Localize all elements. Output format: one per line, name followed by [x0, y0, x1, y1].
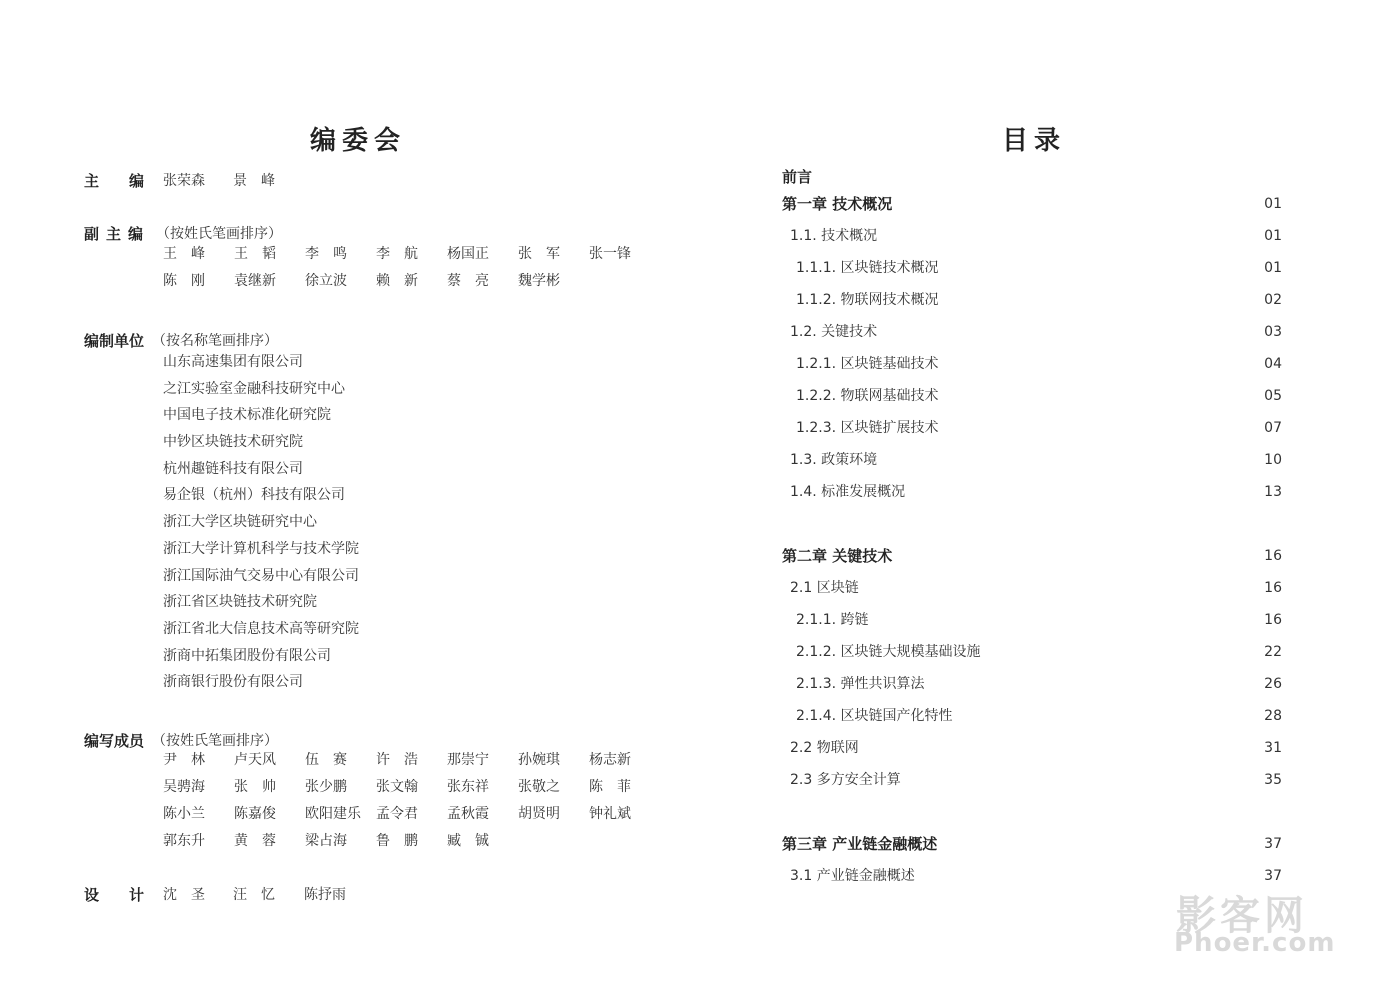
writer-name: 臧 铖 — [447, 833, 489, 849]
deputy-editor-names — [163, 241, 660, 295]
toc-entry-page: 22 — [1264, 644, 1282, 660]
toc-title: 目录 — [1002, 126, 1067, 156]
toc-entry-page: 07 — [1264, 420, 1282, 436]
unit-item: 浙商中拓集团股份有限公司 — [163, 647, 331, 664]
toc-entry-page: 26 — [1264, 676, 1282, 692]
deputy-editor-name: 赖 新 — [376, 273, 418, 289]
writer-name: 吴骋海 — [163, 779, 205, 795]
toc-entry-page: 28 — [1264, 708, 1282, 724]
toc-entry[interactable] — [782, 418, 1282, 438]
writers-label: 编写成员 — [84, 732, 145, 750]
toc-entry-title: 2.1.3. 弹性共识算法 — [796, 676, 925, 692]
deputy-editor-name: 李 鸣 — [305, 246, 347, 262]
deputy-editor-name: 蔡 亮 — [447, 273, 489, 289]
toc-entry-title: 1.3. 政策环境 — [790, 452, 878, 468]
toc-entry-page: 01 — [1264, 260, 1282, 276]
toc-entry[interactable] — [782, 674, 1282, 694]
design-name-3: 陈抒雨 — [304, 887, 346, 903]
toc-entry-title: 1.2.2. 物联网基础技术 — [796, 388, 939, 404]
writer-name: 张敬之 — [518, 779, 560, 795]
toc-entry-page: 37 — [1264, 836, 1282, 852]
toc-entry[interactable] — [782, 578, 1282, 598]
toc-entry[interactable] — [782, 482, 1282, 502]
toc-entry-title: 1.1.1. 区块链技术概况 — [796, 260, 939, 276]
toc-entry[interactable] — [782, 450, 1282, 470]
deputy-editor-label: 副主编 — [84, 225, 151, 243]
toc-entry-page: 35 — [1264, 772, 1282, 788]
toc-entry-title: 1.2. 关键技术 — [790, 324, 878, 340]
writer-name: 郭东升 — [163, 833, 205, 849]
writer-name: 胡贤明 — [518, 806, 560, 822]
unit-item: 浙商银行股份有限公司 — [163, 674, 303, 691]
deputy-editor-name: 王 峰 — [163, 246, 205, 262]
toc-entry-title: 第二章 关键技术 — [782, 547, 893, 565]
writer-name: 卢天风 — [234, 752, 276, 768]
toc-entry-title: 2.2 物联网 — [790, 740, 859, 756]
toc-entry-page: 01 — [1264, 196, 1282, 212]
unit-item: 中国电子技术标准化研究院 — [163, 407, 331, 424]
toc-entry[interactable] — [782, 738, 1282, 758]
writer-name: 孟秋霞 — [447, 806, 489, 822]
chief-editor-name-1: 张荣森 — [163, 173, 205, 189]
editorial-board-page — [0, 0, 690, 1005]
toc-entry-page: 05 — [1264, 388, 1282, 404]
deputy-editor-name: 杨国正 — [447, 246, 489, 262]
toc-entry-page: 16 — [1264, 548, 1282, 564]
design-label: 设 计 — [84, 886, 145, 904]
writers-names — [163, 747, 660, 855]
toc-entry-title: 1.2.3. 区块链扩展技术 — [796, 420, 939, 436]
design-name-2: 汪 忆 — [233, 887, 275, 903]
toc-entry-title: 2.3 多方安全计算 — [790, 772, 901, 788]
writer-name: 陈 菲 — [589, 779, 631, 795]
toc-entry-page: 31 — [1264, 740, 1282, 756]
watermark-text: 影客网 — [1176, 893, 1308, 939]
toc-entry-title: 2.1.1. 跨链 — [796, 612, 869, 628]
toc-chapter[interactable] — [782, 834, 1282, 854]
writer-name: 孟令君 — [376, 806, 418, 822]
toc-chapter[interactable] — [782, 546, 1282, 566]
toc-entry-page: 16 — [1264, 612, 1282, 628]
toc-entry-title: 前言 — [782, 168, 813, 186]
units-list — [163, 349, 359, 696]
writer-name: 梁占海 — [305, 833, 347, 849]
unit-item: 浙江省北大信息技术高等研究院 — [163, 620, 359, 637]
writer-name: 黄 蓉 — [234, 833, 276, 849]
unit-item: 山东高速集团有限公司 — [163, 354, 303, 370]
page-title: 编委会 — [310, 126, 407, 156]
toc-entry-title: 1.4. 标准发展概况 — [790, 484, 906, 500]
writer-name: 鲁 鹏 — [376, 833, 418, 849]
units-note: （按名称笔画排序） — [152, 333, 278, 349]
toc-entry-page: 37 — [1264, 868, 1282, 884]
table-of-contents-page — [690, 0, 1383, 1005]
unit-item: 易企银（杭州）科技有限公司 — [163, 487, 345, 504]
toc-entry-title: 第一章 技术概况 — [782, 195, 893, 213]
toc-entry[interactable] — [782, 386, 1282, 406]
deputy-editor-note: （按姓氏笔画排序） — [156, 226, 282, 242]
units-label: 编制单位 — [84, 332, 145, 350]
deputy-editor-name: 魏学彬 — [518, 273, 560, 289]
toc-entry-page: 02 — [1264, 292, 1282, 308]
toc-entry-title: 第三章 产业链金融概述 — [782, 835, 938, 853]
writer-name: 尹 林 — [163, 752, 205, 768]
writer-name: 张少鹏 — [305, 779, 347, 795]
deputy-editor-name: 王 韬 — [234, 246, 276, 262]
toc-entry-title: 1.1. 技术概况 — [790, 228, 878, 244]
writer-name: 伍 赛 — [305, 752, 347, 768]
unit-item: 浙江大学区块链研究中心 — [163, 514, 317, 531]
unit-item: 之江实验室金融科技研究中心 — [163, 380, 345, 397]
toc-entry-page: 13 — [1264, 484, 1282, 500]
writer-name: 张文翰 — [376, 779, 418, 795]
unit-item: 浙江省区块链技术研究院 — [163, 594, 317, 611]
toc-entry-page: 16 — [1264, 580, 1282, 596]
toc-entry-title: 3.1 产业链金融概述 — [790, 868, 915, 884]
toc-entry-title: 1.1.2. 物联网技术概况 — [796, 292, 939, 308]
toc-entry-page: 01 — [1264, 228, 1282, 244]
deputy-editor-name: 陈 刚 — [163, 273, 205, 289]
writer-name: 张 帅 — [234, 779, 276, 795]
unit-item: 杭州趣链科技有限公司 — [163, 460, 303, 477]
toc-chapter[interactable] — [782, 167, 1282, 187]
toc-entry[interactable] — [782, 290, 1282, 310]
toc-entry-title: 2.1.2. 区块链大规模基础设施 — [796, 644, 981, 660]
unit-item: 浙江大学计算机科学与技术学院 — [163, 540, 359, 557]
writer-name: 欧阳建乐 — [305, 806, 361, 822]
deputy-editor-name: 李 航 — [376, 246, 418, 262]
deputy-editor-name: 袁继新 — [234, 273, 276, 289]
toc-entry[interactable] — [782, 354, 1282, 374]
writer-name: 许 浩 — [376, 752, 418, 768]
writer-name: 那崇宁 — [447, 752, 489, 768]
toc-entry[interactable] — [782, 258, 1282, 278]
toc-entry[interactable] — [782, 610, 1282, 630]
toc-entry-page: 10 — [1264, 452, 1282, 468]
toc-chapter[interactable] — [782, 194, 1282, 214]
chief-editor-label: 主 编 — [84, 172, 145, 190]
deputy-editor-name: 徐立波 — [305, 273, 347, 289]
writers-note: （按姓氏笔画排序） — [152, 733, 278, 749]
toc-entry[interactable] — [782, 642, 1282, 662]
toc-entry-page: 03 — [1264, 324, 1282, 340]
unit-item: 中钞区块链技术研究院 — [163, 434, 303, 451]
toc-entry[interactable] — [782, 322, 1282, 342]
toc-entry[interactable] — [782, 770, 1282, 790]
watermark-logo — [1172, 884, 1342, 964]
writer-name: 陈小兰 — [163, 806, 205, 822]
writer-name: 杨志新 — [589, 752, 631, 768]
writer-name: 张东祥 — [447, 779, 489, 795]
toc-entry-page: 04 — [1264, 356, 1282, 372]
writer-name: 孙婉琪 — [518, 752, 560, 768]
unit-item: 浙江国际油气交易中心有限公司 — [163, 567, 359, 584]
deputy-editor-name: 张一锋 — [589, 246, 631, 262]
deputy-editor-name: 张 军 — [518, 246, 560, 262]
toc-entry[interactable] — [782, 866, 1282, 886]
chief-editor-name-2: 景 峰 — [233, 173, 275, 189]
toc-entry[interactable] — [782, 226, 1282, 246]
toc-entry[interactable] — [782, 706, 1282, 726]
writer-name: 钟礼斌 — [589, 806, 631, 822]
writer-name: 陈嘉俊 — [234, 806, 276, 822]
toc-entry-title: 2.1.4. 区块链国产化特性 — [796, 708, 953, 724]
design-name-1: 沈 圣 — [163, 887, 205, 903]
toc-entry-title: 1.2.1. 区块链基础技术 — [796, 356, 939, 372]
toc-entry-title: 2.1 区块链 — [790, 580, 859, 596]
watermark-domain: Phoer.com — [1174, 928, 1336, 958]
